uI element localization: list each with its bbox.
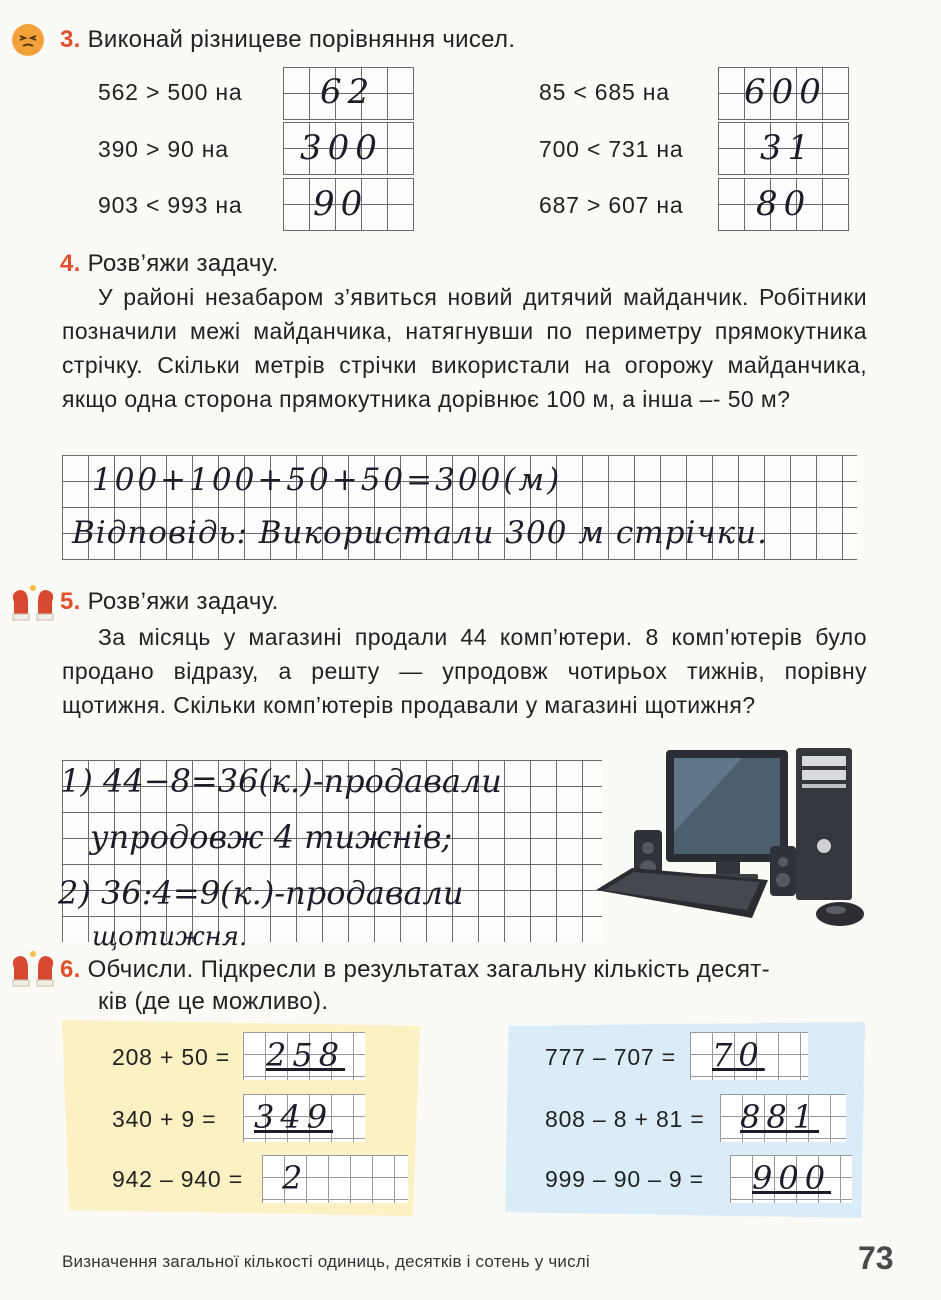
task4-number: 4. [60,250,81,277]
task3-expr-3: 390 > 90 на [98,136,229,162]
task3-icon [12,24,44,56]
face-icon [12,24,44,56]
task5-solution-line2: упродовж 4 тижнів; [90,818,453,856]
task6-left-expr-2: 340 + 9 = [112,1106,217,1132]
task6-left-answer-2: 349 [254,1098,334,1136]
task6-number: 6. [60,956,81,983]
task4-solution-line2: Відповідь: Використали 300 м стрічки. [72,515,768,551]
task5-solution-line1: 1) 44−8=36(к.)-продавали [60,762,502,800]
task3-heading [60,26,515,54]
task3-expr-1: 562 > 500 на [98,79,243,105]
task6-right-answer-3 [752,1159,831,1197]
task6-heading [60,956,870,984]
task6-right-answer-2: 881 [740,1098,820,1136]
task3-expr-4: 700 < 731 на [539,136,684,162]
task3-answer-3: 300 [300,128,383,168]
task3-title: Виконай різницеве порівняння чисел. [87,26,516,53]
task4-text: У районі незабаром з’явиться новий дитячий майданчик. Робітники позначили межі майданчика, натягнувши по периметру прямокутника стрічку. Скільки метрів стрічки використали на огорожу майданчика, якщо одна сторона прямокутника дорівнює 100 м, а інша –- 50 м? [62,284,867,412]
task5-mittens-icon [6,584,60,629]
computer-illustration [592,742,882,946]
task6-right-expr-3: 999 – 90 – 9 = [545,1166,704,1192]
task3-answer-5: 90 [313,184,369,224]
task5-heading [60,588,279,616]
page-number: 73 [858,1240,894,1276]
task6-right-answer-3-value: 900 [752,1159,832,1197]
task6-title-line2: ків (де це можливо). [98,988,329,1015]
task4-heading [60,250,279,278]
task4-solution-line1: 100+100+50+50=300(м) [92,462,563,498]
task3-answer-1: 62 [320,72,376,112]
task3-expr-5: 903 < 993 на [98,192,243,218]
task4-title: Розв’яжи задачу. [87,250,279,277]
task5-title: Розв’яжи задачу. [87,588,279,615]
task6-left-expr-3: 942 – 940 = [112,1166,243,1192]
task6-right-expr-2: 808 – 8 + 81 = [545,1106,705,1132]
task3-answer-2: 600 [744,72,827,112]
task6-left-answer-3: 2 [282,1159,309,1197]
task3-expr-6: 687 > 607 на [539,192,684,218]
task6-right-answer-1: 70 [712,1036,765,1074]
task6-mittens-icon [6,950,60,995]
task6-left-answer-1: 258 [266,1036,346,1074]
task3-answer-6: 80 [756,184,812,224]
task5-solution-line3: 2) 36:4=9(к.)-продавали [58,874,464,912]
task3-number: 3. [60,26,81,53]
task5-text: За місяць у магазині продали 44 комп’ютери. 8 комп’ютерів було продано відразу, а решту — упродовж чотирьох тижнів, порівну щотижня. Скільки комп’ютерів продавали у магазині щотижня? [62,624,867,718]
task6-right-expr-1: 777 – 707 = [545,1044,676,1070]
task5-solution-line4: щотижня. [92,922,248,952]
task5-number: 5. [60,588,81,615]
task3-expr-2: 85 < 685 на [539,79,670,105]
task6-left-expr-1: 208 + 50 = [112,1044,230,1070]
footer-topic: Визначення загальної кількості одиниць, десятків і сотень у числі [62,1252,590,1271]
task3-answer-4: 31 [760,128,816,168]
task6-title-line1: Обчисли. Підкресли в результатах загальну кількість десят- [87,956,770,983]
